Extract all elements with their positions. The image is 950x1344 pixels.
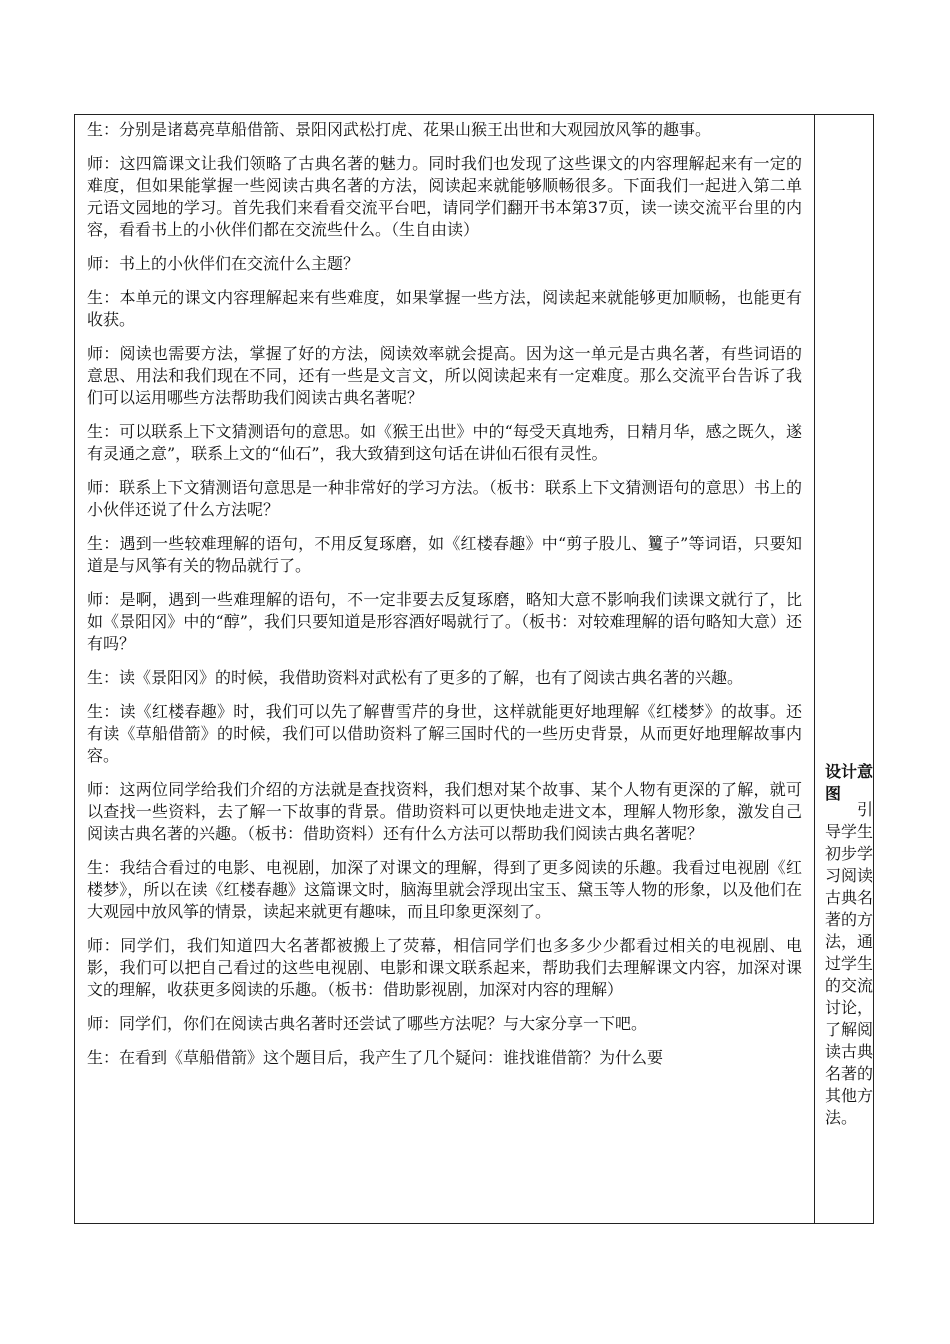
dialogue-column — [75, 115, 815, 1223]
dialogue-paragraph: 生：读《红楼春趣》时，我们可以先了解曹雪芹的身世，这样就能更好地理解《红楼梦》的故事。还有读《草船借箭》的时候，我们可以借助资料了解三国时代的一些历史背景，从而更好地理解故事内容。 — [87, 702, 802, 765]
lesson-table — [74, 114, 874, 1224]
dialogue-paragraph: 师：是啊，遇到一些难理解的语句，不一定非要去反复琢磨，略知大意不影响我们读课文就行了，比如《景阳冈》中的“醇”，我们只要知道是形容酒好喝就行了。（板书：对较难理解的语句略知大意）还有吗？ — [87, 590, 802, 653]
dialogue-paragraph: 师：阅读也需要方法，掌握了好的方法，阅读效率就会提高。因为这一单元是古典名著，有些词语的意思、用法和我们现在不同，还有一些是文言文，所以阅读起来有一定难度。那么交流平台告诉了我们可以运用哪些方法帮助我们阅读古典名著呢？ — [87, 344, 802, 407]
design-intent-note: 引导学生初步学习阅读古典名著的方法，通过学生的交流讨论，了解阅读古典名著的其他方法。 — [825, 800, 874, 1127]
dialogue-paragraph: 师：同学们，我们知道四大名著都被搬上了荧幕，相信同学们也多多少少都看过相关的电视剧、电影，我们可以把自己看过的这些电视剧、电影和课文联系起来，帮助我们去理解课文内容，加深对课文的理解，收获更多阅读的乐趣。（板书：借助影视剧，加深对内容的理解） — [87, 936, 802, 999]
design-intent-title: 设计意图 — [825, 762, 874, 803]
dialogue-paragraph: 师：联系上下文猜测语句意思是一种非常好的学习方法。（板书：联系上下文猜测语句的意思）书上的小伙伴还说了什么方法呢？ — [87, 478, 802, 519]
dialogue-paragraph: 生：我结合看过的电影、电视剧，加深了对课文的理解，得到了更多阅读的乐趣。我看过电视剧《红楼梦》，所以在读《红楼春趣》这篇课文时，脑海里就会浮现出宝玉、黛玉等人物的形象，以及他们在大观园中放风筝的情景，读起来就更有趣味，而且印象更深刻了。 — [87, 858, 802, 921]
dialogue-paragraph: 师：同学们，你们在阅读古典名著时还尝试了哪些方法呢？与大家分享一下吧。 — [87, 1014, 648, 1033]
dialogue-paragraph: 生：本单元的课文内容理解起来有些难度，如果掌握一些方法，阅读起来就能够更加顺畅，也能更有收获。 — [87, 288, 802, 329]
dialogue-paragraph: 生：分别是诸葛亮草船借箭、景阳冈武松打虎、花果山猴王出世和大观园放风筝的趣事。 — [87, 120, 712, 139]
dialogue-paragraph: 生：遇到一些较难理解的语句，不用反复琢磨，如《红楼春趣》中“剪子股儿、籰子”等词语，只要知道是与风筝有关的物品就行了。 — [87, 534, 802, 575]
dialogue-paragraph: 师：这两位同学给我们介绍的方法就是查找资料，我们想对某个故事、某个人物有更深的了解，就可以查找一些资料，去了解一下故事的背景。借助资料可以更快地走进文本，理解人物形象，激发自己阅读古典名著的兴趣。（板书：借助资料）还有什么方法可以帮助我们阅读古典名著呢？ — [87, 780, 802, 843]
dialogue-paragraph: 生：在看到《草船借箭》这个题目后，我产生了几个疑问：谁找谁借箭？为什么要 — [87, 1048, 664, 1067]
dialogue-paragraph: 生：可以联系上下文猜测语句的意思。如《猴王出世》中的“每受天真地秀，日精月华，感之既久，遂有灵通之意”，联系上文的“仙石”，我大致猜到这句话在讲仙石很有灵性。 — [87, 422, 802, 463]
design-intent-column — [815, 115, 873, 1223]
dialogue-paragraph: 生：读《景阳冈》的时候，我借助资料对武松有了更多的了解，也有了阅读古典名著的兴趣。 — [87, 668, 744, 687]
dialogue-paragraph: 师：书上的小伙伴们在交流什么主题？ — [87, 254, 360, 273]
dialogue-paragraph: 师：这四篇课文让我们领略了古典名著的魅力。同时我们也发现了这些课文的内容理解起来有一定的难度，但如果能掌握一些阅读古典名著的方法，阅读起来就能够顺畅很多。下面我们一起进入第二单元语文园地的学习。首先我们来看看交流平台吧，请同学们翻开书本第37页，读一读交流平台里的内容，看看书上的小伙伴们都在交流些什么。（生自由读） — [87, 154, 802, 239]
